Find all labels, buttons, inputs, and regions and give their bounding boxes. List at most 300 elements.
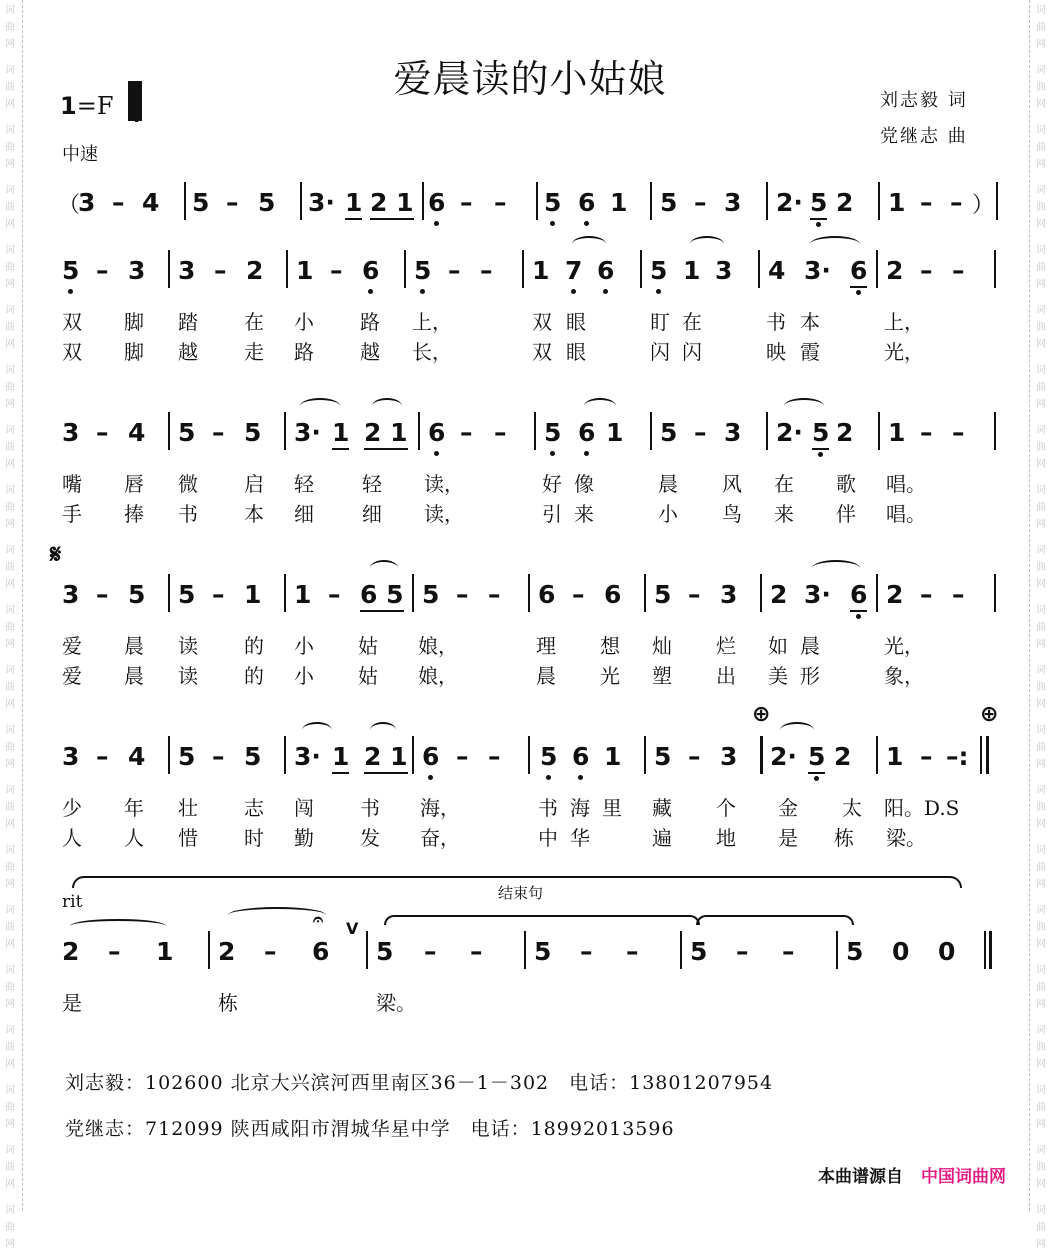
watermark-char: 词 [1036, 5, 1046, 16]
note: 2 1 [370, 188, 414, 220]
note: 1 [294, 580, 312, 609]
watermark-char: 曲 [1036, 742, 1046, 753]
watermark-char: 网 [1036, 219, 1046, 230]
barline [650, 412, 652, 450]
lyric-syllable: 勤 [294, 826, 314, 850]
watermark-char: 词 [1036, 845, 1046, 856]
watermark-char: 曲 [1036, 622, 1046, 633]
lyric-syllable: 梁。 [376, 991, 416, 1015]
watermark-char: 曲 [5, 622, 15, 633]
tempo-marking: 中速 [62, 144, 98, 165]
lyric-syllable: 光， [884, 634, 924, 658]
watermark-char: 网 [1036, 939, 1046, 950]
lyric-syllable: 本 [244, 502, 264, 526]
note: 5 [812, 418, 829, 450]
lyric-syllable: 上， [884, 310, 924, 334]
lyric-syllable: 唱。 [886, 502, 926, 526]
watermark-char: 曲 [1036, 142, 1046, 153]
dash: – [96, 256, 109, 285]
lyric-syllable: 人 [62, 826, 82, 850]
watermark-char: 曲 [5, 442, 15, 453]
dash: – [920, 256, 933, 285]
dash: – [456, 580, 469, 609]
lyric-syllable: 晨 [536, 664, 556, 688]
lyric-syllable: 塑 [652, 664, 672, 688]
watermark-char: 网 [1036, 699, 1046, 710]
barline [168, 412, 170, 450]
barline [766, 182, 768, 220]
segno-sign: 𝄋 [50, 540, 62, 570]
composer-credit: 党继志 曲 [880, 126, 968, 147]
barline [876, 574, 878, 612]
watermark-char: 词 [5, 1145, 15, 1156]
watermark-char: 词 [5, 1205, 15, 1216]
barline [412, 574, 414, 612]
slur [810, 236, 860, 252]
lyric-syllable: 霞 [800, 340, 820, 364]
note: 5 [810, 188, 827, 220]
note: 6 [597, 256, 615, 285]
lyric-syllable: 形 [800, 664, 820, 688]
watermark-char: 词 [1036, 725, 1046, 736]
watermark-char: 词 [5, 1025, 15, 1036]
note: 3 [128, 256, 146, 285]
lyric-syllable: 是 [62, 991, 82, 1015]
lyric-syllable: 灿 [652, 634, 672, 658]
barline [536, 182, 538, 220]
coda-sign: ⊕ [752, 702, 771, 727]
watermark-char: 网 [1036, 279, 1046, 290]
lyric-syllable: 微 [178, 472, 198, 496]
slur [228, 907, 326, 923]
dash: – [456, 742, 469, 771]
barline [876, 250, 878, 288]
dash: – [214, 256, 227, 285]
note: 6 [572, 742, 590, 771]
watermark-char: 网 [1036, 819, 1046, 830]
note: 3· [804, 580, 831, 609]
dash: – [952, 580, 965, 609]
note: 3· [294, 742, 321, 771]
lyric-syllable: 唇 [124, 472, 144, 496]
lyric-syllable: 歌 [836, 472, 856, 496]
lyric-syllable: 的 [244, 664, 264, 688]
watermark-char: 网 [1036, 639, 1046, 650]
slur [812, 560, 860, 576]
watermark-char: 网 [5, 339, 15, 350]
watermark-char: 词 [5, 965, 15, 976]
dash: – [736, 937, 749, 966]
slur [300, 398, 340, 414]
watermark-char: 词 [1036, 905, 1046, 916]
barline [836, 931, 838, 969]
dash: – [950, 188, 963, 217]
lyric-syllable: 双 [532, 340, 552, 364]
note: 5 [192, 188, 210, 217]
watermark-char: 词 [5, 185, 15, 196]
barline [168, 250, 170, 288]
watermark-char: 曲 [5, 1222, 15, 1233]
lyric-syllable: 想 [600, 634, 620, 658]
lyric-syllable: 少 [62, 796, 82, 820]
lyric-syllable: 轻 [362, 472, 382, 496]
lyric-syllable: 晨 [124, 664, 144, 688]
slur [780, 722, 814, 738]
barline [284, 574, 286, 612]
dash: – [688, 742, 701, 771]
contact-details: 712099 陕西咸阳市渭城华星中学 电话：18992013596 [145, 1118, 675, 1140]
watermark-char: 词 [5, 725, 15, 736]
dash: – [694, 418, 707, 447]
contact-name: 党继志： [65, 1118, 146, 1140]
barline [522, 250, 524, 288]
lyric-syllable: 志 [244, 796, 264, 820]
source-brand-link[interactable]: 中国词曲网 [921, 1167, 1006, 1187]
note: 2 [770, 580, 788, 609]
note: 6 [538, 580, 556, 609]
lyric-syllable: 出 [716, 664, 736, 688]
note: 3· [308, 188, 335, 217]
dash: – [572, 580, 585, 609]
lyric-syllable: 小 [294, 310, 314, 334]
lyric-syllable: 在 [774, 472, 794, 496]
note: 4 [142, 188, 160, 217]
watermark-char: 网 [5, 639, 15, 650]
barline [524, 931, 526, 969]
barline [989, 931, 992, 969]
note: 1 [604, 742, 622, 771]
watermark-char: 词 [5, 545, 15, 556]
watermark-char: 曲 [1036, 802, 1046, 813]
lyric-syllable: 象， [884, 664, 924, 688]
note: 1 [332, 742, 349, 774]
lyric-syllable: 双 [62, 310, 82, 334]
watermark-char: 曲 [1036, 1162, 1046, 1173]
barline [878, 412, 880, 450]
barline [286, 250, 288, 288]
slur [370, 722, 396, 738]
note: 1 [683, 256, 701, 285]
lyric-syllable: 踏 [178, 310, 198, 334]
watermark-char: 曲 [5, 82, 15, 93]
lyric-syllable: 书 [360, 796, 380, 820]
lyric-syllable: 越 [178, 340, 198, 364]
note: 5 [650, 256, 668, 285]
time-divider [128, 81, 142, 121]
watermark-char: 曲 [1036, 862, 1046, 873]
dash: – [460, 418, 473, 447]
lyric-syllable: 书 [178, 502, 198, 526]
note: 5 [544, 188, 562, 217]
watermark-char: 网 [5, 279, 15, 290]
lyric-syllable: 里 [602, 796, 622, 820]
watermark-char: 曲 [5, 802, 15, 813]
watermark-char: 曲 [5, 922, 15, 933]
note: 1 [888, 418, 906, 447]
lyric-syllable: 好 [542, 472, 562, 496]
slur [690, 236, 724, 252]
watermark-char: 曲 [5, 502, 15, 513]
barline [650, 182, 652, 220]
dash: – [488, 580, 501, 609]
note: 1 [886, 742, 904, 771]
lyric-syllable: 在 [682, 310, 702, 334]
dash: – [480, 256, 493, 285]
watermark-char: 网 [5, 39, 15, 50]
lyric-syllable: 海 [570, 796, 590, 820]
lyric-syllable: 发 [360, 826, 380, 850]
watermark-char: 词 [1036, 305, 1046, 316]
lyric-syllable: 书 [766, 310, 786, 334]
note: 4 [128, 742, 146, 771]
dash: – [920, 418, 933, 447]
note: 3 [724, 188, 742, 217]
lyric-syllable: 小 [658, 502, 678, 526]
lyric-syllable: 遍 [652, 826, 672, 850]
lyric-syllable: 来 [774, 502, 794, 526]
note: 2 [834, 742, 852, 771]
watermark-char: 词 [5, 905, 15, 916]
watermark-char: 网 [1036, 579, 1046, 590]
lyric-syllable: 闪 [650, 340, 670, 364]
lyric-syllable: 栋 [218, 991, 238, 1015]
barline [644, 574, 646, 612]
note: 2 [218, 937, 236, 966]
dash: – [952, 256, 965, 285]
watermark-char: 网 [5, 159, 15, 170]
lyric-syllable: 中 [538, 826, 558, 850]
lyric-syllable: 映 [766, 340, 786, 364]
slur [370, 560, 398, 576]
note: 3 [715, 256, 733, 285]
watermark-char: 网 [5, 879, 15, 890]
watermark-char: 词 [1036, 425, 1046, 436]
dash: – [212, 742, 225, 771]
watermark-char: 网 [1036, 519, 1046, 530]
note: 5 [654, 580, 672, 609]
barline [534, 412, 536, 450]
barline [878, 182, 880, 220]
lyric-syllable: 姑 [358, 634, 378, 658]
watermark-char: 网 [5, 1119, 15, 1130]
lyric-syllable: 姑 [358, 664, 378, 688]
lyric-syllable: 藏 [652, 796, 672, 820]
lyric-syllable: 个 [716, 796, 736, 820]
watermark-char: 曲 [1036, 982, 1046, 993]
watermark-char: 曲 [5, 142, 15, 153]
dash: – [494, 188, 507, 217]
watermark-char: 网 [5, 459, 15, 470]
dash: – [448, 256, 461, 285]
contact-lyricist [65, 1068, 773, 1095]
note: 2· [776, 188, 803, 217]
watermark-char: 曲 [5, 202, 15, 213]
watermark-char: 曲 [5, 22, 15, 33]
note: 4 [768, 256, 786, 285]
note: 5 [808, 742, 825, 774]
watermark-char: 网 [1036, 1179, 1046, 1190]
lyric-syllable: 读， [424, 472, 464, 496]
note: 1 [332, 418, 349, 450]
note: 4 [128, 418, 146, 447]
watermark-char: 网 [1036, 879, 1046, 890]
note: 3 [78, 188, 96, 217]
barline [300, 182, 302, 220]
note: 3· [294, 418, 321, 447]
dash: – [782, 937, 795, 966]
lyricist-credit: 刘志毅 词 [880, 90, 968, 111]
note: 5 [178, 418, 196, 447]
dash: – [694, 188, 707, 217]
note: 3 [720, 580, 738, 609]
watermark-char: 曲 [5, 862, 15, 873]
lyric-syllable: 小 [294, 664, 314, 688]
watermark-char: 词 [1036, 1205, 1046, 1216]
watermark-char: 词 [1036, 365, 1046, 376]
watermark-char: 词 [1036, 785, 1046, 796]
dash: – [626, 937, 639, 966]
dash: –: [946, 742, 969, 771]
watermark-char: 曲 [1036, 922, 1046, 933]
lyric-syllable: 爱 [62, 664, 82, 688]
watermark-char: 曲 [1036, 1102, 1046, 1113]
note: 5 [244, 418, 262, 447]
lyric-syllable: 的 [244, 634, 264, 658]
dash: – [112, 188, 125, 217]
lyric-syllable: 引 [542, 502, 562, 526]
dash: – [226, 188, 239, 217]
watermark-char: 词 [1036, 545, 1046, 556]
watermark-char: 网 [5, 399, 15, 410]
lyric-syllable: 路 [294, 340, 314, 364]
lyric-syllable: 如 [768, 634, 788, 658]
watermark-char: 网 [5, 1179, 15, 1190]
watermark-char: 曲 [1036, 1042, 1046, 1053]
lyric-syllable: 风 [722, 472, 742, 496]
watermark-char: 曲 [5, 742, 15, 753]
note: 5 [660, 418, 678, 447]
note: 5 [422, 580, 440, 609]
watermark-char: 曲 [5, 322, 15, 333]
note: 2 1 [364, 742, 408, 774]
note: 5 [62, 256, 80, 285]
note: 2 [886, 580, 904, 609]
lyric-syllable: 眼 [566, 310, 586, 334]
note: 5 [178, 742, 196, 771]
note: 5 [660, 188, 678, 217]
lyric-syllable: 细 [362, 502, 382, 526]
dash: – [920, 580, 933, 609]
barline [876, 736, 878, 774]
lyric-syllable: 盯 [650, 310, 670, 334]
note: 5 [414, 256, 432, 285]
watermark-char: 曲 [5, 1042, 15, 1053]
watermark-char: 曲 [5, 262, 15, 273]
lyric-syllable: 华 [570, 826, 590, 850]
watermark-char: 曲 [1036, 1222, 1046, 1233]
watermark-char: 词 [1036, 125, 1046, 136]
lyric-syllable: 奋， [420, 826, 460, 850]
barline [758, 250, 760, 288]
lyric-syllable: 伴 [836, 502, 856, 526]
watermark-char: 词 [1036, 1145, 1046, 1156]
note: 6 [850, 256, 867, 288]
lyric-syllable: 太 [842, 796, 862, 820]
rit-marking: rit [62, 892, 83, 912]
barline [980, 736, 982, 774]
dash: – [212, 580, 225, 609]
note: 5 [376, 937, 394, 966]
note: 2 [62, 937, 80, 966]
barline [208, 931, 210, 969]
watermark-char: 词 [1036, 965, 1046, 976]
note: 1 [888, 188, 906, 217]
note: 3 [62, 742, 80, 771]
source-label: 本曲谱源自 [818, 1167, 903, 1187]
dash: – [212, 418, 225, 447]
dash: – [688, 580, 701, 609]
watermark-char: 网 [1036, 339, 1046, 350]
watermark-char: 词 [5, 1085, 15, 1096]
watermark-char: 词 [5, 365, 15, 376]
watermark-char: 词 [5, 785, 15, 796]
lyric-syllable: 光 [600, 664, 620, 688]
lyric-syllable: 理 [536, 634, 556, 658]
note: 5 [846, 937, 864, 966]
lyric-syllable: 光， [884, 340, 924, 364]
watermark-char: 网 [5, 1059, 15, 1070]
watermark-char: 网 [5, 579, 15, 590]
note: 2 [246, 256, 264, 285]
contact-composer [65, 1114, 675, 1141]
note: 6 5 [360, 580, 404, 612]
lyric-syllable: 金 [778, 796, 798, 820]
dash: – [920, 742, 933, 771]
watermark-char: 曲 [1036, 502, 1046, 513]
note: 1 [296, 256, 314, 285]
note: 3 [62, 418, 80, 447]
lyric-syllable: 娘， [418, 634, 458, 658]
lyric-syllable: 唱。 [886, 472, 926, 496]
ds-lyric: 阳。D.S [884, 796, 960, 820]
watermark-char: 网 [5, 699, 15, 710]
note: 1 [345, 188, 362, 220]
barline [418, 412, 420, 450]
watermark-char: 网 [1036, 39, 1046, 50]
watermark-char: 网 [1036, 99, 1046, 110]
lyric-syllable: 烂 [716, 634, 736, 658]
watermark-char: 网 [1036, 1059, 1046, 1070]
barline [184, 182, 186, 220]
lyric-syllable: 走 [244, 340, 264, 364]
watermark-char: 曲 [1036, 682, 1046, 693]
fermata-icon: 𝄐 [313, 909, 324, 930]
lyric-syllable: 小 [294, 634, 314, 658]
contact-name: 刘志毅： [65, 1072, 146, 1094]
watermark-char: 曲 [5, 982, 15, 993]
barline [404, 250, 406, 288]
note: 5 [178, 580, 196, 609]
note: 5 [128, 580, 146, 609]
note: 2· [776, 418, 803, 447]
note: 3· [804, 256, 831, 285]
dash: – [920, 188, 933, 217]
watermark-char: 网 [1036, 759, 1046, 770]
lyric-syllable: 美 [768, 664, 788, 688]
note: 3 [62, 580, 80, 609]
lyric-syllable: 鸟 [722, 502, 742, 526]
watermark-char: 网 [1036, 999, 1046, 1010]
